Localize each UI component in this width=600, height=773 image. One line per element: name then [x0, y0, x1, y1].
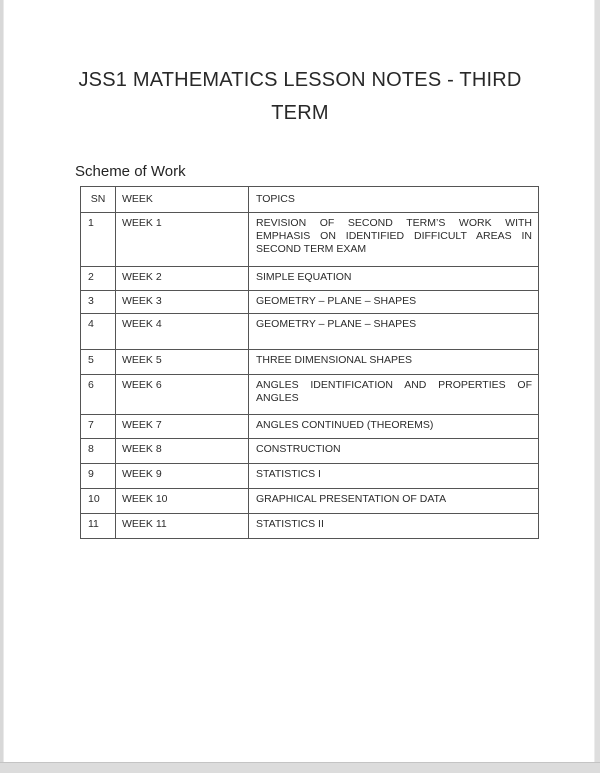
cell-sn: 10	[81, 489, 116, 514]
cell-week: WEEK 4	[116, 314, 249, 350]
cell-topic: SIMPLE EQUATION	[249, 267, 539, 291]
cell-topic: REVISION OF SECOND TERM’S WORK WITH EMPHASIS ON IDENTIFIED DIFFICULT AREAS IN SECOND TERM EXAM	[249, 213, 539, 267]
cell-sn: 9	[81, 464, 116, 489]
cell-week: WEEK 1	[116, 213, 249, 267]
table-row	[81, 439, 539, 464]
cell-week: WEEK 8	[116, 439, 249, 464]
table-row	[81, 464, 539, 489]
scan-edge-left	[0, 0, 4, 773]
table-row	[81, 514, 539, 539]
page-title: JSS1 MATHEMATICS LESSON NOTES - THIRD TERM	[78, 69, 522, 124]
cell-week: WEEK 6	[116, 375, 249, 415]
cell-topic: ANGLES CONTINUED (THEOREMS)	[249, 415, 539, 439]
col-header-topics: TOPICS	[249, 187, 539, 213]
table-row	[81, 267, 539, 291]
cell-topic: STATISTICS II	[249, 514, 539, 539]
table-row	[81, 291, 539, 314]
cell-sn: 5	[81, 350, 116, 375]
scan-edge-right	[594, 0, 600, 773]
cell-week: WEEK 11	[116, 514, 249, 539]
cell-topic: GRAPHICAL PRESENTATION OF DATA	[249, 489, 539, 514]
section-heading: Scheme of Work	[75, 163, 186, 180]
table-row	[81, 350, 539, 375]
table-row	[81, 489, 539, 514]
cell-topic: ANGLES IDENTIFICATION AND PROPERTIES OF ANGLES	[249, 375, 539, 415]
cell-topic: THREE DIMENSIONAL SHAPES	[249, 350, 539, 375]
scheme-of-work-table	[80, 186, 539, 539]
cell-sn: 3	[81, 291, 116, 314]
cell-sn: 4	[81, 314, 116, 350]
table-row	[81, 213, 539, 267]
cell-week: WEEK 7	[116, 415, 249, 439]
col-header-sn: SN	[81, 187, 116, 213]
cell-week: WEEK 3	[116, 291, 249, 314]
table-row	[81, 375, 539, 415]
table-header-row	[81, 187, 539, 213]
cell-topic: GEOMETRY – PLANE – SHAPES	[249, 291, 539, 314]
scan-edge-bottom	[0, 762, 600, 773]
table-row	[81, 415, 539, 439]
cell-topic: GEOMETRY – PLANE – SHAPES	[249, 314, 539, 350]
cell-sn: 11	[81, 514, 116, 539]
cell-week: WEEK 5	[116, 350, 249, 375]
cell-sn: 7	[81, 415, 116, 439]
cell-topic: STATISTICS I	[249, 464, 539, 489]
cell-week: WEEK 9	[116, 464, 249, 489]
table-row	[81, 314, 539, 350]
cell-sn: 2	[81, 267, 116, 291]
col-header-week: WEEK	[116, 187, 249, 213]
cell-week: WEEK 2	[116, 267, 249, 291]
cell-sn: 8	[81, 439, 116, 464]
cell-sn: 1	[81, 213, 116, 267]
cell-week: WEEK 10	[116, 489, 249, 514]
cell-sn: 6	[81, 375, 116, 415]
cell-topic: CONSTRUCTION	[249, 439, 539, 464]
